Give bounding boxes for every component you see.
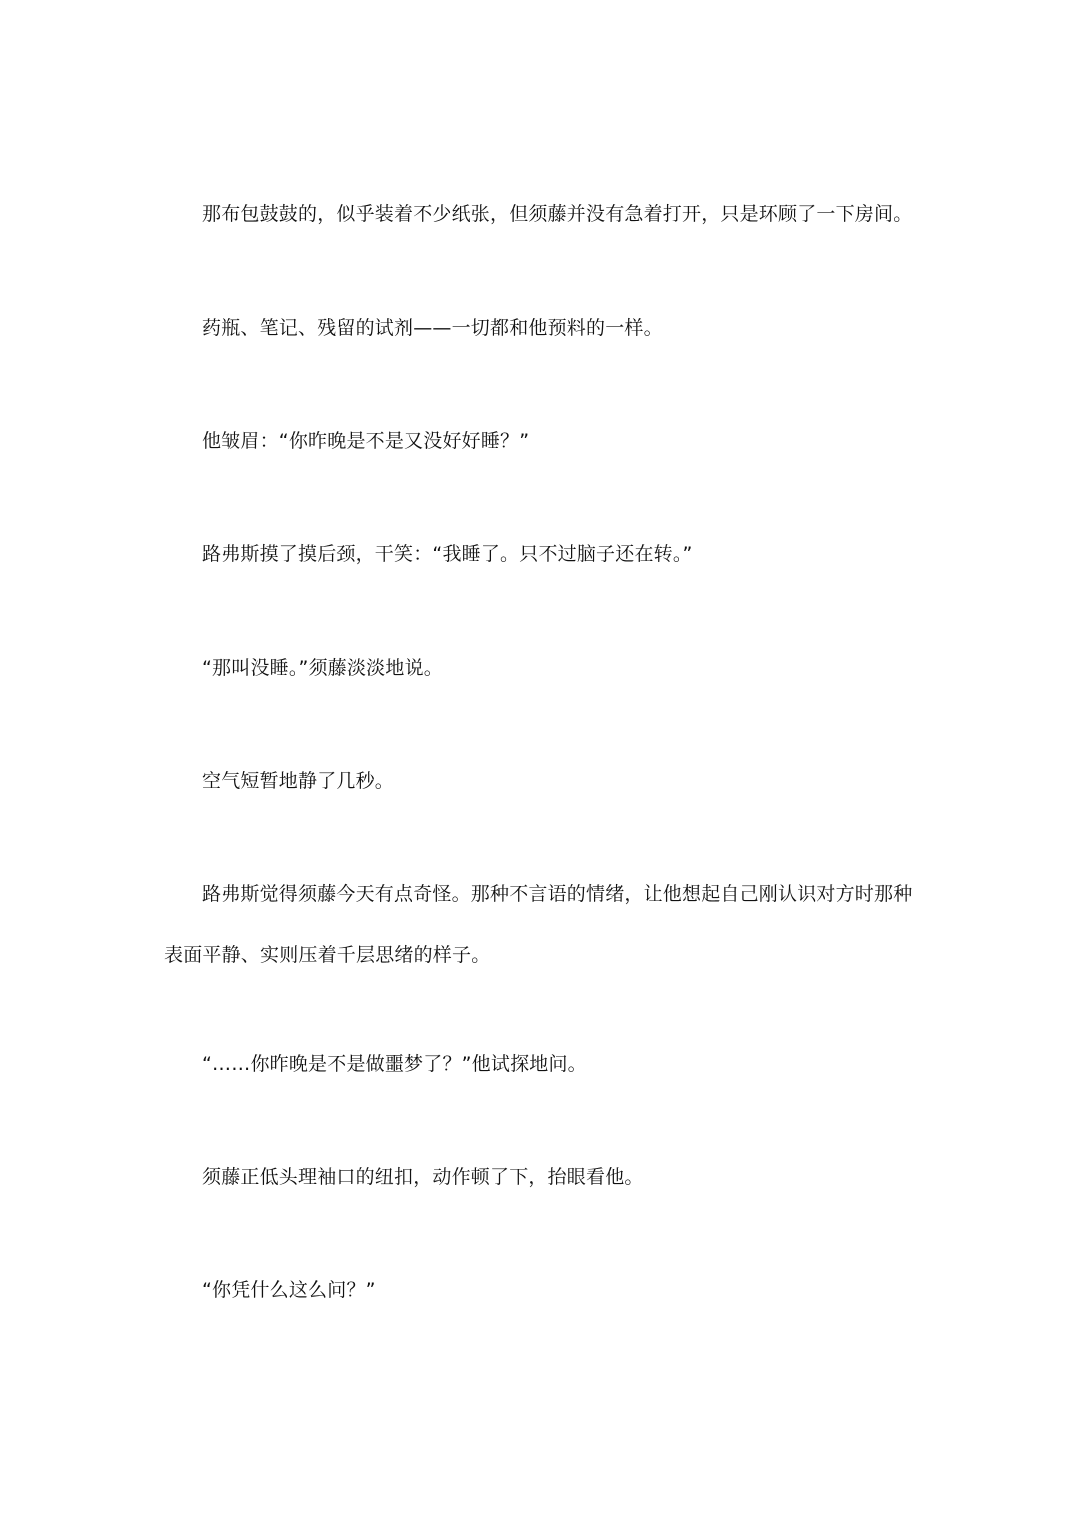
paragraph: 药瓶、笔记、残留的试剂——一切都和他预料的一样。 [202, 317, 663, 339]
paragraph: 路弗斯摸了摸后颈，干笑：“我睡了。只不过脑子还在转。” [202, 543, 693, 565]
paragraph: 路弗斯觉得须藤今天有点奇怪。那种不言语的情绪，让他想起自己刚认识对方时那种表面平静、实则压着千层思绪的样子。 [164, 883, 913, 966]
paragraph: 空气短暂地静了几秒。 [202, 770, 395, 792]
paragraph: “那叫没睡。”须藤淡淡地说。 [202, 657, 443, 679]
paragraph: “……你昨晚是不是做噩梦了？”他试探地问。 [202, 1053, 587, 1075]
paragraph: “你凭什么这么问？” [202, 1279, 376, 1301]
paragraph: 他皱眉：“你昨晚是不是又没好好睡？” [202, 430, 530, 452]
paragraph: 那布包鼓鼓的，似乎装着不少纸张，但须藤并没有急着打开，只是环顾了一下房间。 [202, 203, 913, 225]
paragraph: 须藤正低头理袖口的纽扣，动作顿了下，抬眼看他。 [202, 1166, 644, 1188]
